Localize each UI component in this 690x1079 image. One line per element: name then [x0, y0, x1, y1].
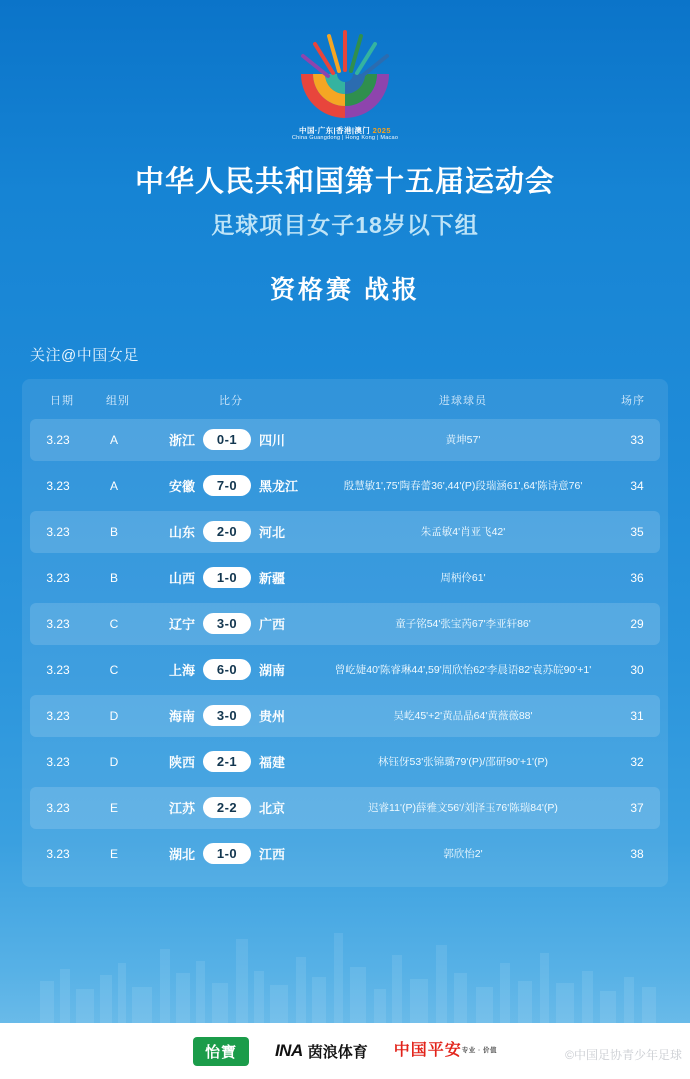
cell-score: [142, 797, 312, 818]
sponsor-pingan: [394, 1043, 497, 1060]
cell-away-team: 黑龙江: [259, 479, 299, 495]
page-title: 中华人民共和国第十五届运动会: [134, 166, 555, 199]
cell-group: C: [109, 662, 119, 677]
cell-order: 37: [630, 800, 644, 815]
cell-scorer: 殷慧敏1',75'陶春蕾36',44'(P)段瑞涵61',64'陈诗意76': [343, 480, 583, 493]
page-section-title: 资格赛 战报: [270, 275, 420, 304]
cell-order: 35: [630, 524, 644, 539]
table-row[interactable]: [30, 511, 660, 553]
cell-score-badge: 3-0: [203, 705, 251, 726]
cell-scorer: 朱孟敏4'肖亚飞42': [420, 526, 506, 539]
cell-date: 3.23: [46, 754, 70, 769]
cell-order: 32: [630, 754, 644, 769]
cell-away-team: 广西: [259, 617, 286, 633]
cell-scorer: 童子铭54'张宝芮67'李亚轩86': [395, 618, 531, 631]
page-subtitle: 足球项目女子18岁以下组: [211, 211, 479, 238]
sponsor-pingan-label: 中国平安: [393, 1041, 462, 1059]
emblem-caption: [292, 126, 398, 142]
cell-date: 3.23: [46, 432, 70, 447]
results-table: [22, 379, 668, 887]
cell-home-team: 山西: [168, 571, 195, 587]
sponsor-inna-cn: 茵浪体育: [307, 1043, 368, 1061]
cell-date: 3.23: [46, 800, 70, 815]
table-row[interactable]: [30, 649, 660, 691]
cell-away-team: 湖南: [259, 663, 286, 679]
cell-home-team: 江苏: [168, 801, 195, 817]
cell-score: [142, 705, 312, 726]
cell-date: 3.23: [46, 570, 70, 585]
cell-away-team: 福建: [259, 755, 286, 771]
cell-group: C: [109, 616, 119, 631]
cell-scorer: 吴屹45'+2'黄品晶64'黄薇薇88': [393, 710, 533, 723]
cell-score: [142, 521, 312, 542]
cell-date: 3.23: [46, 846, 70, 861]
header-scorer: 进球球员: [439, 394, 487, 407]
cell-order: 36: [630, 570, 644, 585]
cell-home-team: 山东: [168, 525, 195, 541]
cell-scorer: 林钰伢53'张锦璐79'(P)/邵研90'+1'(P): [378, 756, 548, 769]
cell-away-team: 四川: [259, 433, 286, 449]
cell-score-badge: 6-0: [203, 659, 251, 680]
cell-score-badge: 7-0: [203, 475, 251, 496]
cell-away-team: 新疆: [259, 571, 286, 587]
cell-scorer: 郭欣怡2': [443, 848, 483, 861]
table-row[interactable]: [30, 833, 660, 875]
table-row[interactable]: [30, 419, 660, 461]
header-group: 组别: [106, 394, 130, 407]
table-row[interactable]: [30, 465, 660, 507]
table-row[interactable]: [30, 557, 660, 599]
emblem-block: [0, 0, 690, 142]
cell-date: 3.23: [46, 478, 70, 493]
sponsor-yibao-label: 怡寶: [193, 1037, 249, 1066]
cell-score: [142, 475, 312, 496]
cell-scorer: 迟睿11'(P)薛雅文56'/刘泽玉76'陈瑞84'(P): [368, 802, 558, 815]
emblem-caption-cn: 中国·广东|香港|澳门: [299, 126, 371, 135]
cell-order: 38: [630, 846, 644, 861]
sponsor-yibao: [193, 1037, 249, 1066]
cell-group: E: [109, 800, 118, 815]
cell-group: D: [109, 708, 119, 723]
header-order: 场序: [621, 394, 645, 407]
cell-date: 3.23: [46, 616, 70, 631]
header-score: 比分: [219, 394, 243, 407]
table-row[interactable]: [30, 741, 660, 783]
cell-order: 31: [630, 708, 644, 723]
cell-score-badge: 2-0: [203, 521, 251, 542]
cell-home-team: 辽宁: [168, 617, 195, 633]
cell-score-badge: 2-2: [203, 797, 251, 818]
cell-home-team: 安徽: [168, 479, 195, 495]
cell-score-badge: 1-0: [203, 843, 251, 864]
cell-away-team: 贵州: [259, 709, 286, 725]
table-row[interactable]: [30, 603, 660, 645]
cell-scorer: 黄坤57': [445, 434, 481, 447]
cell-date: 3.23: [46, 662, 70, 677]
emblem-caption-year: 2025: [372, 126, 391, 135]
cell-away-team: 江西: [259, 847, 286, 863]
cell-order: 30: [630, 662, 644, 677]
cell-home-team: 海南: [168, 709, 195, 725]
cell-score-badge: 0-1: [203, 429, 251, 450]
cell-score: [142, 613, 312, 634]
cell-away-team: 河北: [259, 525, 286, 541]
cell-home-team: 湖北: [168, 847, 195, 863]
cell-date: 3.23: [46, 524, 70, 539]
sponsor-inna: [275, 1041, 368, 1062]
cell-order: 33: [630, 432, 644, 447]
cell-date: 3.23: [46, 708, 70, 723]
cell-score: [142, 843, 312, 864]
emblem-caption-en: China Guangdong | Hong Kong | Macao: [291, 135, 399, 142]
cell-scorer: 曾屹婕40'陈睿琳44',59'周欣怡62'李晨语82'袁苏皖90'+1': [334, 664, 592, 677]
cell-home-team: 浙江: [168, 433, 195, 449]
sponsor-pingan-tagline: 专业 · 价值: [461, 1046, 498, 1054]
cell-score-badge: 3-0: [203, 613, 251, 634]
cell-scorer: 周柄伶61': [440, 572, 486, 585]
sponsor-footer: [0, 1023, 690, 1079]
cell-score: [142, 751, 312, 772]
cell-score: [142, 429, 312, 450]
skyline-decoration: [0, 903, 690, 1023]
cell-group: E: [109, 846, 118, 861]
title-block: [0, 164, 690, 305]
cell-home-team: 陕西: [168, 755, 195, 771]
cell-score: [142, 567, 312, 588]
sponsor-inna-latin: INA: [274, 1041, 303, 1060]
cell-order: 29: [630, 616, 644, 631]
cell-group: B: [109, 524, 118, 539]
cell-group: B: [109, 570, 118, 585]
watermark: ©中国足协青少年足球: [565, 1048, 682, 1062]
table-row[interactable]: [30, 695, 660, 737]
cell-home-team: 上海: [168, 663, 195, 679]
follow-handle: 关注@中国女足: [30, 346, 139, 364]
table-row[interactable]: [30, 787, 660, 829]
cell-group: A: [109, 478, 118, 493]
cell-order: 34: [630, 478, 644, 493]
cell-score: [142, 659, 312, 680]
games-emblem-icon: [285, 22, 405, 122]
cell-group: D: [109, 754, 119, 769]
cell-group: A: [109, 432, 118, 447]
cell-score-badge: 2-1: [203, 751, 251, 772]
header-date: 日期: [50, 394, 74, 407]
cell-score-badge: 1-0: [203, 567, 251, 588]
cell-away-team: 北京: [259, 801, 286, 817]
table-header-row: [26, 385, 664, 415]
